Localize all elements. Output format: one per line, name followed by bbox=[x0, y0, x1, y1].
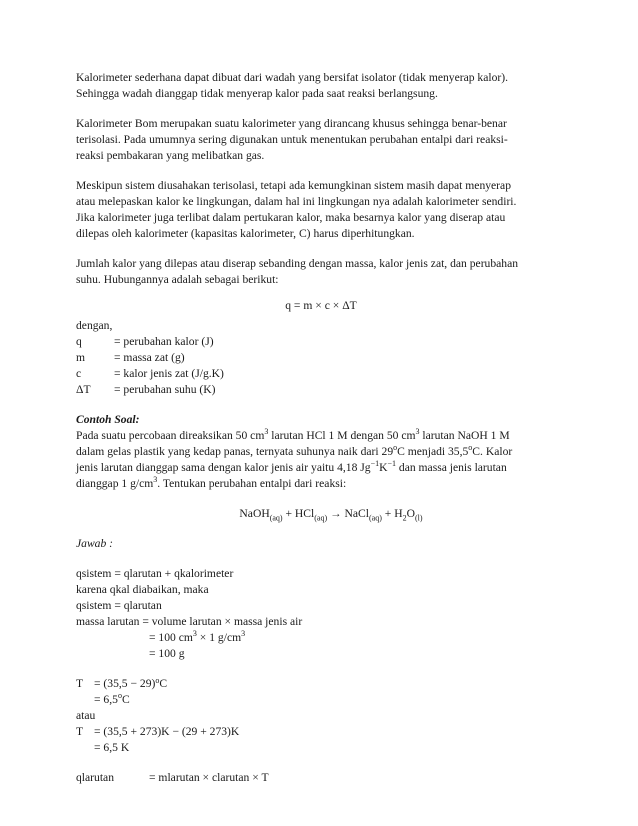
text: HCl bbox=[294, 507, 315, 520]
text-line: terisolasi. Pada umumnya sering digunakan untuk menentukan perubahan entalpi dari reaksi- bbox=[76, 133, 508, 146]
superscript: −1 bbox=[387, 459, 396, 469]
text: + bbox=[282, 507, 295, 520]
text-line: dilepas oleh kalorimeter (kapasitas kalorimeter, C) harus diperhitungkan. bbox=[76, 227, 415, 240]
text: H bbox=[394, 507, 403, 520]
text-line: Sehingga wadah dianggap tidak menyerap kalor pada saat reaksi berlangsung. bbox=[76, 87, 438, 100]
text: C menjadi 35,5 bbox=[397, 445, 469, 458]
text-line: Meskipun sistem diusahakan terisolasi, tetapi ada kemungkinan sistem masih dapat menyerap bbox=[76, 179, 511, 192]
text-line: Jika kalorimeter juga terlibat dalam pertukaran kalor, maka besarnya kalor yang diserap atau bbox=[76, 211, 506, 224]
example-title: Contoh Soal: bbox=[76, 413, 140, 426]
text: Pada suatu percobaan direaksikan 50 cm bbox=[76, 429, 265, 442]
superscript: −1 bbox=[370, 459, 380, 469]
definition-list bbox=[76, 334, 566, 398]
text: = (35,5 + 273)K − (29 + 273)K bbox=[94, 725, 240, 738]
text: × 1 g/cm bbox=[196, 631, 242, 644]
superscript: 3 bbox=[153, 475, 158, 485]
text: → bbox=[327, 507, 345, 520]
superscript: 3 bbox=[192, 629, 197, 639]
text: = (35,5 − 29) bbox=[94, 677, 156, 690]
text-line bbox=[76, 476, 566, 492]
superscript: o bbox=[117, 691, 122, 701]
text: jenis larutan dianggap sama dengan kalor jenis air yaitu 4,18 Jg bbox=[76, 461, 371, 474]
text: = mlarutan × clarutan × T bbox=[149, 771, 269, 784]
definition: = massa zat (g) bbox=[114, 351, 185, 364]
text: T bbox=[76, 725, 84, 738]
document-page bbox=[76, 70, 566, 786]
definition: = perubahan suhu (K) bbox=[114, 383, 216, 396]
superscript: 3 bbox=[241, 629, 246, 639]
definition-row bbox=[76, 382, 566, 398]
example-question bbox=[76, 428, 566, 492]
text: larutan HCl 1 M dengan 50 cm bbox=[268, 429, 416, 442]
text-line: reaksi pembakaran yang melibatkan gas. bbox=[76, 149, 265, 162]
text-line: = 6,5 K bbox=[94, 741, 130, 754]
text: O bbox=[406, 507, 415, 520]
text-line: atau bbox=[76, 709, 96, 722]
text-line: atau melepaskan kalor ke lingkungan, dalam hal ini lingkungan nya adalah kalorimeter sendiri. bbox=[76, 195, 517, 208]
subscript: 2 bbox=[402, 513, 407, 523]
definition-row bbox=[76, 350, 566, 366]
calculation-mass bbox=[76, 566, 566, 662]
answer-label: Jawab : bbox=[76, 537, 114, 550]
paragraph-1 bbox=[76, 70, 566, 102]
text-line: qsistem = qlarutan bbox=[76, 599, 162, 612]
text: + bbox=[381, 507, 395, 520]
text-line: Jumlah kalor yang dilepas atau diserap sebanding dengan massa, kalor jenis zat, dan perubahan bbox=[76, 257, 519, 270]
text-line bbox=[76, 692, 566, 708]
text-line: massa larutan = volume larutan × massa jenis air bbox=[76, 615, 303, 628]
text: = 100 cm bbox=[149, 631, 193, 644]
paragraph-2 bbox=[76, 116, 566, 164]
text: larutan NaOH 1 M bbox=[419, 429, 510, 442]
paragraph-3 bbox=[76, 178, 566, 242]
superscript: o bbox=[155, 676, 160, 685]
text-line bbox=[76, 444, 566, 460]
text-line: suhu. Hubungannya adalah sebagai berikut: bbox=[76, 273, 279, 286]
symbol: q bbox=[76, 335, 82, 348]
calculation-heat bbox=[76, 770, 566, 786]
text-line: = 100 g bbox=[149, 647, 185, 660]
text-line: qsistem = qlarutan + qkalorimeter bbox=[76, 567, 234, 580]
reaction-equation bbox=[76, 506, 566, 522]
text-line bbox=[76, 724, 566, 740]
text: dalam gelas plastik yang kedap panas, ternyata suhunya naik dari 29 bbox=[76, 445, 394, 458]
calculation-temperature bbox=[76, 676, 566, 756]
text: . Tentukan perubahan entalpi dari reaksi: bbox=[157, 477, 347, 490]
text: K bbox=[379, 461, 388, 474]
superscript: o bbox=[393, 443, 398, 453]
text: C bbox=[121, 693, 130, 706]
text: C. Kalor bbox=[472, 445, 513, 458]
definition: = perubahan kalor (J) bbox=[114, 335, 214, 348]
text: C bbox=[159, 677, 168, 690]
text-line: Kalorimeter Bom merupakan suatu kalorimeter yang dirancang khusus sehingga benar-benar bbox=[76, 117, 507, 130]
text-line bbox=[76, 676, 566, 692]
text-line bbox=[76, 630, 566, 646]
formula: q = m × c × ΔT bbox=[285, 299, 357, 312]
subscript: (aq) bbox=[269, 513, 283, 523]
text-line: karena qkal diabaikan, maka bbox=[76, 583, 209, 596]
text: dan massa jenis larutan bbox=[396, 461, 507, 474]
definition-row bbox=[76, 366, 566, 382]
symbol: c bbox=[76, 367, 82, 380]
paragraph-4 bbox=[76, 256, 566, 288]
superscript: o bbox=[468, 443, 473, 453]
text-line bbox=[76, 460, 566, 476]
text: NaOH bbox=[239, 507, 270, 520]
subscript: (l) bbox=[415, 513, 423, 523]
text: dianggap 1 g/cm bbox=[76, 477, 154, 490]
definition-row bbox=[76, 334, 566, 350]
text: T bbox=[76, 677, 84, 690]
subscript: (aq) bbox=[314, 513, 328, 523]
dengan-label: dengan, bbox=[76, 319, 113, 332]
text: = 6,5 bbox=[94, 693, 118, 706]
text-line bbox=[76, 428, 566, 444]
text: qlarutan bbox=[76, 771, 114, 784]
text-line: Kalorimeter sederhana dapat dibuat dari wadah yang bersifat isolator (tidak menyerap kalor). bbox=[76, 71, 509, 84]
definition: = kalor jenis zat (J/g.K) bbox=[114, 367, 224, 380]
superscript: 3 bbox=[264, 427, 269, 437]
symbol: ΔT bbox=[76, 383, 91, 396]
subscript: (aq) bbox=[369, 513, 382, 523]
text: NaCl bbox=[344, 507, 370, 520]
superscript: 3 bbox=[415, 427, 420, 437]
symbol: m bbox=[76, 351, 86, 364]
